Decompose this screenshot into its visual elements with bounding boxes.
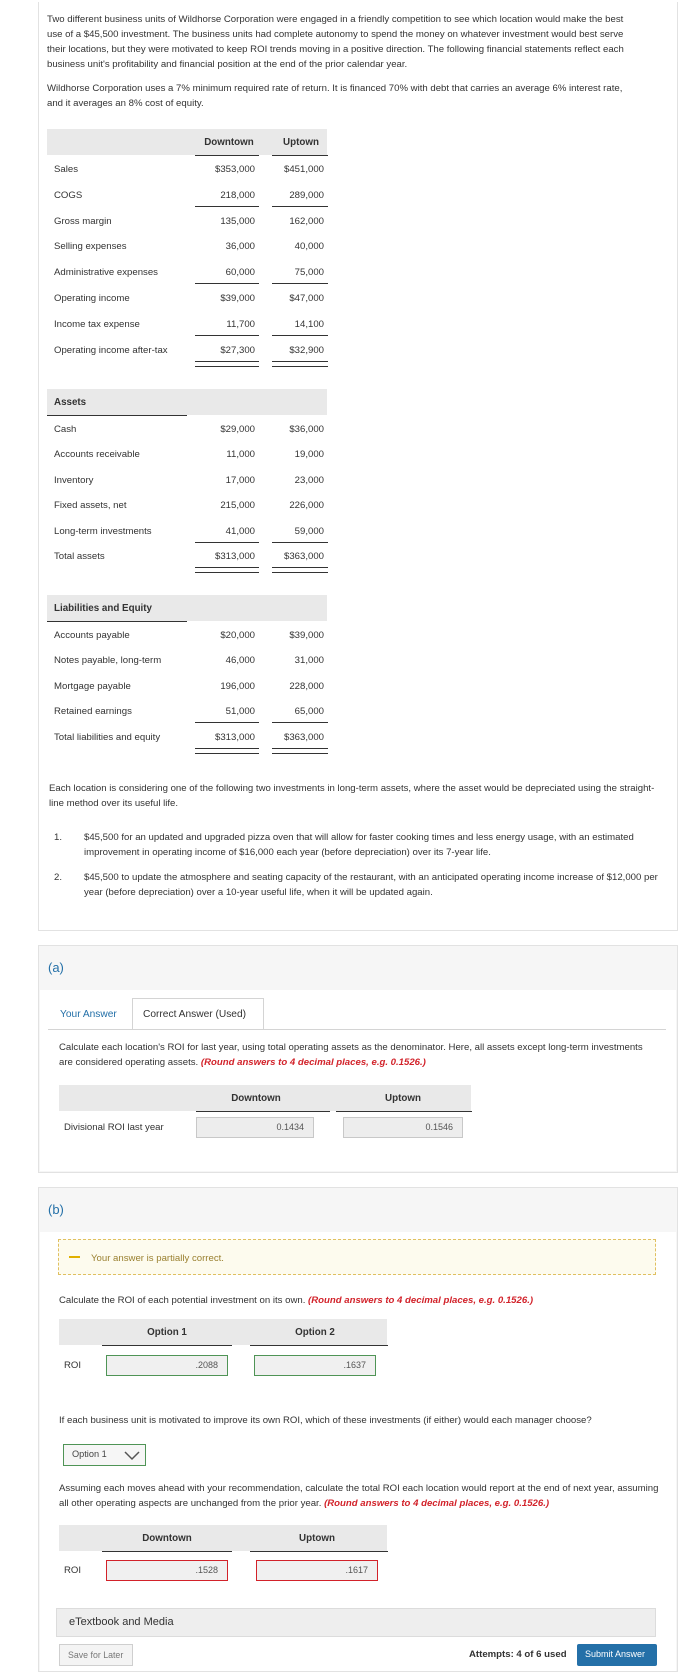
liabilities-heading: Liabilities and Equity xyxy=(54,603,152,614)
asset-row-downtown: 11,000 xyxy=(226,449,255,460)
investments-intro: Each location is considering one of the following two investments in long-term assets, where the asset would be depreciated using the straight-line method over its useful life. xyxy=(49,783,655,809)
double-rule xyxy=(272,567,328,573)
double-rule xyxy=(195,361,259,367)
liability-row-label: Retained earnings xyxy=(54,706,132,717)
income-row-downtown: 36,000 xyxy=(225,241,255,252)
rule xyxy=(195,283,259,284)
income-row-uptown: $32,900 xyxy=(289,345,324,356)
asset-row-label: Fixed assets, net xyxy=(54,500,127,511)
rule xyxy=(47,621,187,622)
assets-header-shade xyxy=(47,389,327,415)
income-row-uptown: 289,000 xyxy=(289,190,324,201)
asset-row-label: Total assets xyxy=(54,551,105,562)
asset-row-downtown: $29,000 xyxy=(220,424,255,435)
attempts-text: Attempts: 4 of 6 used xyxy=(469,1649,567,1660)
income-row-label: Income tax expense xyxy=(54,319,140,330)
option-1-roi-input[interactable]: .2088 xyxy=(106,1355,228,1376)
part-b-label: (b) xyxy=(48,1202,64,1217)
asset-row-label: Long-term investments xyxy=(54,526,152,537)
part-a-row-label: Divisional ROI last year xyxy=(64,1122,164,1133)
income-row-uptown: 162,000 xyxy=(289,216,324,227)
asset-row-downtown: $313,000 xyxy=(214,551,255,562)
asset-row-uptown: 19,000 xyxy=(294,449,324,460)
asset-row-downtown: 41,000 xyxy=(225,526,255,537)
chevron-down-icon xyxy=(124,1450,140,1461)
part-a-col-uptown: Uptown xyxy=(385,1093,421,1104)
liability-row-downtown: $313,000 xyxy=(214,732,255,743)
part-b-question-3-text: Assuming each moves ahead with your recommendation, calculate the total ROI each location would report at the end of next year, assuming all other operating aspects are unchanged from the prior year. xyxy=(59,1483,659,1509)
asset-row-label: Inventory xyxy=(54,475,94,486)
investment-number: 1. xyxy=(54,832,63,843)
liability-row-label: Notes payable, long-term xyxy=(54,655,162,666)
investment-text: $45,500 for an updated and upgraded pizza oven that will allow for faster cooking times and less energy usage, with an estimated improvement in operating income of $16,000 each year (before depreciation) over its 7-year life. xyxy=(84,832,634,858)
col-header-downtown: Downtown xyxy=(204,137,254,148)
assets-heading: Assets xyxy=(54,397,87,408)
rule xyxy=(272,283,328,284)
rule xyxy=(250,1345,388,1346)
income-row-label: COGS xyxy=(54,190,83,201)
income-row-downtown: 11,700 xyxy=(226,319,255,330)
tab-divider xyxy=(48,1029,666,1030)
liability-row-downtown: $20,000 xyxy=(220,630,255,641)
investment-text: $45,500 to update the atmosphere and seating capacity of the restaurant, with an anticipated operating income increase of $12,000 per year (before depreciation) over a 10-year useful life, when it will be updated again. xyxy=(84,872,658,898)
feedback-text: Your answer is partially correct. xyxy=(91,1253,224,1264)
income-row-label: Selling expenses xyxy=(54,241,127,252)
col-option-1: Option 1 xyxy=(147,1327,187,1338)
rule xyxy=(195,542,259,543)
income-row-uptown: 14,100 xyxy=(294,319,324,330)
rule xyxy=(272,722,328,723)
rule xyxy=(272,155,328,156)
income-row-downtown: $27,300 xyxy=(220,345,255,356)
income-row-downtown: $39,000 xyxy=(220,293,255,304)
asset-row-uptown: $36,000 xyxy=(289,424,324,435)
save-for-later-label: Save for Later xyxy=(68,1650,124,1660)
income-row-label: Gross margin xyxy=(54,216,112,227)
income-row-uptown: $47,000 xyxy=(289,293,324,304)
option-2-roi-input[interactable]: .1637 xyxy=(254,1355,376,1376)
submit-answer-label: Submit Answer xyxy=(585,1649,646,1659)
double-rule xyxy=(195,567,259,573)
liability-row-uptown: $363,000 xyxy=(283,732,324,743)
part-a-question-text: Calculate each location's ROI for last year, using total operating assets as the denominator. Here, all assets except long-term investments are considered operating assets. xyxy=(59,1042,643,1068)
liability-row-uptown: 228,000 xyxy=(289,681,324,692)
rule xyxy=(272,335,328,336)
liability-row-downtown: 46,000 xyxy=(225,655,255,666)
downtown-total-roi-input[interactable]: .1528 xyxy=(106,1560,228,1581)
liability-row-downtown: 196,000 xyxy=(220,681,255,692)
round-note: (Round answers to 4 decimal places, e.g. 0.1526.) xyxy=(324,1498,550,1509)
rule xyxy=(195,206,259,207)
etextbook-label[interactable]: eTextbook and Media xyxy=(69,1616,174,1628)
liability-row-uptown: $39,000 xyxy=(289,630,324,641)
col-option-2: Option 2 xyxy=(295,1327,335,1338)
save-for-later-button[interactable] xyxy=(59,1644,133,1666)
rule xyxy=(195,722,259,723)
intro-paragraph-2: Wildhorse Corporation uses a 7% minimum required rate of return. It is financed 70% with debt that carries an average 6% interest rate, and it averages an 8% cost of equity. xyxy=(47,83,623,109)
income-row-downtown: 218,000 xyxy=(220,190,255,201)
income-row-downtown: $353,000 xyxy=(214,164,255,175)
income-row-uptown: 40,000 xyxy=(294,241,324,252)
liability-row-label: Total liabilities and equity xyxy=(54,732,161,743)
rule xyxy=(250,1551,388,1552)
double-rule xyxy=(272,361,328,367)
rule xyxy=(272,542,328,543)
tab-your-answer[interactable]: Your Answer xyxy=(60,1009,117,1020)
income-row-uptown: $451,000 xyxy=(283,164,324,175)
asset-row-uptown: $363,000 xyxy=(283,551,324,562)
round-note: (Round answers to 4 decimal places, e.g. 0.1526.) xyxy=(200,1057,426,1068)
double-rule xyxy=(272,748,328,754)
part-b-question-1-text: Calculate the ROI of each potential investment on its own. xyxy=(59,1295,306,1306)
col-uptown: Uptown xyxy=(299,1533,335,1544)
col-header-uptown: Uptown xyxy=(283,137,319,148)
part-b-question-1 xyxy=(59,1293,659,1308)
income-row-label: Sales xyxy=(54,164,78,175)
part-b-question-2: If each business unit is motivated to improve its own ROI, which of these investments (if either) would each manager choose? xyxy=(59,1415,592,1426)
roi-label: ROI xyxy=(64,1565,82,1576)
liability-row-uptown: 31,000 xyxy=(294,655,324,666)
income-row-label: Operating income after-tax xyxy=(54,345,168,356)
income-row-downtown: 135,000 xyxy=(220,216,255,227)
rule xyxy=(196,1111,330,1112)
uptown-roi-input[interactable]: 0.1546 xyxy=(343,1117,463,1138)
asset-row-downtown: 215,000 xyxy=(220,500,255,511)
downtown-roi-input[interactable]: 0.1434 xyxy=(196,1117,314,1138)
partial-correct-icon xyxy=(69,1256,80,1258)
part-b-question-3 xyxy=(59,1481,659,1511)
income-row-label: Administrative expenses xyxy=(54,267,158,278)
rule xyxy=(272,206,328,207)
income-row-downtown: 60,000 xyxy=(225,267,255,278)
income-row-uptown: 75,000 xyxy=(294,267,324,278)
asset-row-uptown: 59,000 xyxy=(294,526,324,537)
asset-row-uptown: 23,000 xyxy=(294,475,324,486)
tab-correct-answer[interactable]: Correct Answer (Used) xyxy=(143,1009,247,1020)
asset-row-downtown: 17,000 xyxy=(225,475,255,486)
asset-row-label: Accounts receivable xyxy=(54,449,140,460)
income-row-label: Operating income xyxy=(54,293,130,304)
investment-number: 2. xyxy=(54,872,63,883)
rule xyxy=(47,415,187,416)
investment-select[interactable] xyxy=(63,1444,146,1466)
asset-row-uptown: 226,000 xyxy=(289,500,324,511)
part-a-col-downtown: Downtown xyxy=(231,1093,281,1104)
roi-label: ROI xyxy=(64,1360,82,1371)
submit-answer-button[interactable] xyxy=(577,1644,657,1666)
rule xyxy=(336,1111,472,1112)
round-note: (Round answers to 4 decimal places, e.g. 0.1526.) xyxy=(308,1295,534,1306)
part-a-question xyxy=(59,1040,659,1070)
liability-row-label: Accounts payable xyxy=(54,630,130,641)
rule xyxy=(195,155,259,156)
double-rule xyxy=(195,748,259,754)
investment-select-value: Option 1 xyxy=(72,1449,107,1459)
liability-row-uptown: 65,000 xyxy=(294,706,324,717)
rule xyxy=(195,335,259,336)
rule xyxy=(102,1345,232,1346)
col-downtown: Downtown xyxy=(142,1533,192,1544)
rule xyxy=(102,1551,232,1552)
part-a-label: (a) xyxy=(48,960,64,975)
uptown-total-roi-input[interactable]: .1617 xyxy=(256,1560,378,1581)
liability-row-downtown: 51,000 xyxy=(225,706,255,717)
liability-row-label: Mortgage payable xyxy=(54,681,131,692)
intro-paragraph-1: Two different business units of Wildhorse Corporation were engaged in a friendly competition to see which location would make the best use of a $45,500 investment. The business units had complete autonomy to spend the money on whatever investment would best serve their locations, but they were motivated to keep ROI trends moving in a positive direction. The following financial statements reflect each business unit's profitability and financial position at the end of the prior calendar year. xyxy=(47,14,624,70)
asset-row-label: Cash xyxy=(54,424,77,435)
